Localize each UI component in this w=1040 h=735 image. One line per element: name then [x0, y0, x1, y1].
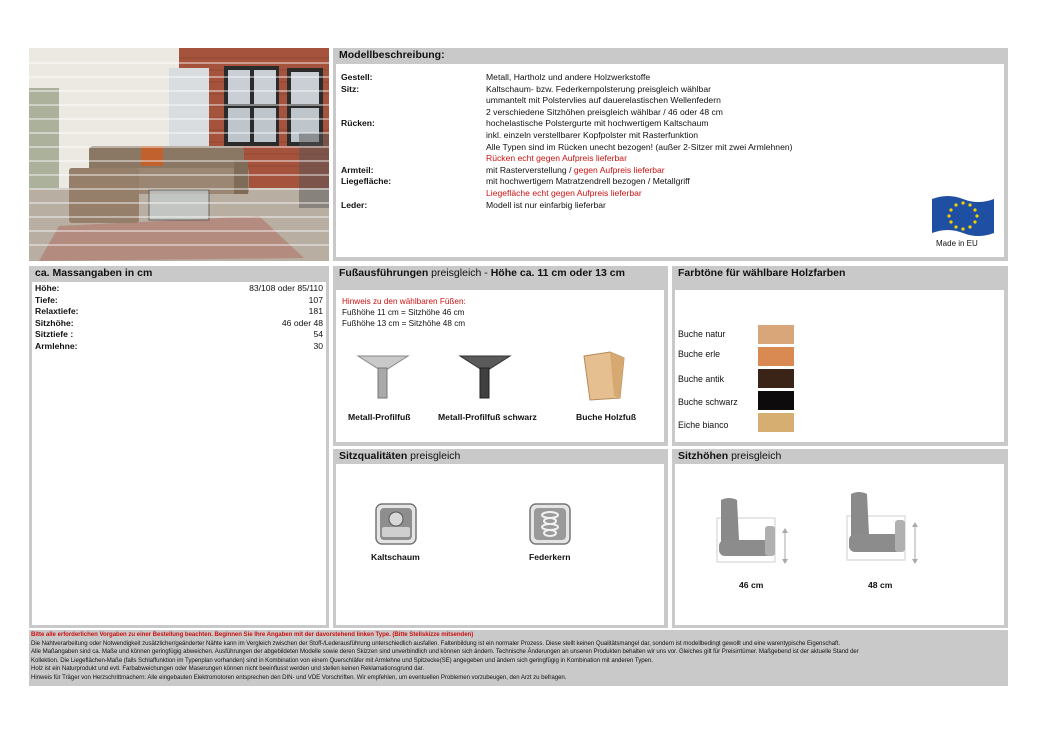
measure-row — [35, 295, 323, 307]
beech-wood-foot-icon — [580, 350, 628, 402]
made-in-eu-badge — [928, 193, 998, 253]
wood-swatch-buche-antik[interactable] — [758, 369, 794, 388]
wood-label-buche-erle: Buche erle — [678, 349, 721, 359]
value-ruecken-2: inkl. einzeln verstellbarer Kopfpolster mit Rasterfunktion — [486, 130, 699, 140]
label-sitz: Sitz: — [341, 83, 360, 94]
seat-height-header: Sitzhöhen preisgleich — [678, 450, 782, 462]
value-ruecken-4: Rücken echt gegen Aufpreis lieferbar — [486, 153, 627, 164]
seat-quality-header: Sitzqualitäten preisgleich — [339, 450, 461, 462]
footer-line: Kollektion. Die Liegeflächen-Maße (falls Schlaffunktion im Typenplan vorhanden) sind in Kombination von einem Querschläfer mit Armlehne und Spitzecke(SE) angegeben und ändern sich geringfügig in Kombination mit anderen Typen. — [31, 656, 653, 664]
seat-label-kaltschaum: Kaltschaum — [371, 552, 420, 562]
footer-notes — [29, 630, 1008, 686]
measure-label: Armlehne: — [35, 341, 78, 351]
product-photo — [29, 48, 329, 261]
value-sitz-2: ummantelt mit Polstervlies auf dauerelastischen Wellenfedern — [486, 95, 721, 106]
foot-label-metal: Metall-Profilfuß — [348, 412, 411, 422]
label-ruecken: Rücken: — [341, 118, 375, 129]
value-ruecken-3: Alle Typen sind im Rücken unecht bezogen! (außer 2-Sitzer mit zwei Armlehnen) — [486, 141, 793, 152]
value-sitz-1: Kaltschaum- bzw. Federkernpolsterung preisgleich wählbar — [486, 83, 711, 94]
value-leder: Modell ist nur einfarbig lieferbar — [486, 199, 606, 210]
wood-label-buche-schwarz: Buche schwarz — [678, 397, 738, 407]
value-sitz-3: 2 verschiedene Sitzhöhen preisgleich wählbar / 46 oder 48 cm — [486, 106, 723, 117]
seat-quality-panel — [333, 449, 668, 628]
measure-row — [35, 329, 323, 341]
wood-colors-header: Farbtöne für wählbare Holzfarben — [678, 267, 846, 279]
eu-flag-icon — [928, 193, 998, 239]
footer-line: Alle Maßangaben sind ca. Maße und können geringfügig abweichen. Ausführungen der abgebildeten Modelle sowie deren Skizzen sind unverbindlich und können sich ändern. Technische Änderungen an unseren Produkten behalten wir uns vor. Gleiches gilt für Preisirrtümer. Maßgebend ist der aktuelle Stand der — [31, 648, 859, 656]
measure-row — [35, 306, 323, 318]
label-liegeflaeche: Liegefläche: — [341, 176, 392, 187]
measure-row — [35, 318, 323, 330]
measure-value: 30 — [313, 341, 323, 351]
feet-panel — [333, 266, 668, 446]
model-description-body — [336, 64, 1004, 257]
measure-value: 54 — [313, 329, 323, 340]
value-ruecken-1: hochelastische Polstergurte mit hochwertigem Kaltschaum — [486, 118, 709, 129]
measurements-header: ca. Massangaben in cm — [35, 267, 153, 279]
wood-swatch-buche-natur[interactable] — [758, 325, 794, 344]
seat-quality-body — [336, 464, 664, 625]
seat-label-federkern: Federkern — [529, 552, 571, 562]
measure-row — [35, 283, 323, 295]
height-label-46: 46 cm — [739, 580, 764, 590]
value-armteil: mit Rasterverstellung / gegen Aufpreis lieferbar — [486, 164, 665, 175]
measurements-body — [32, 282, 326, 625]
wood-label-buche-natur: Buche natur — [678, 329, 726, 339]
feet-note-line2: Fußhöhe 13 cm = Sitzhöhe 48 cm — [342, 319, 466, 328]
measure-label: Höhe: — [35, 283, 60, 293]
measurements-panel — [29, 266, 329, 628]
footer-line: Hinweis für Träger von Herzschrittmachern: Alle eingebauten Elektromotoren entsprechen den DIN- und VDE Vorschriften. Wir empfehlen, um eventuellen Problemen vorzubeugen, den Arzt zu befragen. — [31, 674, 567, 681]
feet-note-line1: Fußhöhe 11 cm = Sitzhöhe 46 cm — [342, 308, 465, 317]
seat-height-panel — [672, 449, 1008, 628]
feet-header: Fußausführungen preisgleich - Höhe ca. 11 cm oder 13 cm — [339, 267, 625, 279]
wood-colors-body — [675, 290, 1004, 442]
foot-label-black: Metall-Profilfuß schwarz — [438, 412, 537, 422]
wood-label-buche-antik: Buche antik — [678, 374, 724, 384]
measure-value: 46 oder 48 — [281, 317, 323, 328]
wood-swatch-eiche-bianco[interactable] — [758, 413, 794, 432]
measure-row — [35, 341, 323, 353]
label-gestell: Gestell: — [341, 72, 373, 82]
measure-label: Sitztiefe : — [35, 329, 74, 340]
label-leder: Leder: — [341, 199, 368, 210]
seat-height-body — [675, 464, 1004, 625]
measure-value: 83/108 oder 85/110 — [249, 283, 323, 293]
wood-swatch-buche-schwarz[interactable] — [758, 391, 794, 410]
feet-note-title: Hinweis zu den wählbaren Füßen: — [342, 297, 466, 306]
wood-label-eiche-bianco: Eiche bianco — [678, 420, 729, 430]
seat-height-48-icon — [845, 490, 925, 576]
height-label-48: 48 cm — [868, 580, 893, 590]
photo-line-overlay — [29, 48, 329, 261]
made-in-eu-label: Made in EU — [936, 239, 978, 248]
black-metal-foot-icon — [458, 352, 512, 402]
footer-line: Holz ist ein Naturprodukt und evtl. Farbabweichungen oder Maserungen können nicht beeinflusst werden und stellen keinen Reklamationsgrund dar. — [31, 665, 424, 673]
wood-swatch-buche-erle[interactable] — [758, 347, 794, 366]
label-armteil: Armteil: — [341, 164, 374, 175]
cold-foam-icon — [375, 503, 417, 545]
metal-foot-icon — [356, 352, 410, 402]
measure-label: Tiefe: — [35, 294, 58, 305]
model-description-panel — [333, 48, 1008, 261]
model-description-header: Modellbeschreibung: — [339, 49, 445, 61]
footer-line: Die Nahtverarbeitung oder Notwendigkeit zusätzlicher/geänderter Nähte kann im Vergleich zwischen der Stoff-/Lederausführung unterschiedlich ausfallen. Faltenbildung ist ein normaler Prozess. Diese stellt keinen Qualitätsmangel dar, sondern ist modellbedingt gewollt und eine warentypische Eigenschaft. — [31, 639, 840, 647]
wood-colors-panel — [672, 266, 1008, 446]
value-liegeflaeche-1: mit hochwertigem Matratzendrell bezogen / Metallgriff — [486, 176, 690, 187]
measure-value: 107 — [308, 294, 323, 305]
feet-body — [336, 290, 664, 442]
value-gestell: Metall, Hartholz und andere Holzwerkstoffe — [486, 72, 651, 82]
footer-order-note: Bitte alle erforderlichen Vorgaben zu einer Bestellung beachten. Beginnen Sie Ihre Angaben mit der davorstehend linken Type. (Bitte Stellskizze mitsenden) — [31, 631, 474, 638]
seat-height-46-icon — [715, 496, 795, 576]
measure-value: 181 — [308, 306, 323, 317]
spring-core-icon — [529, 503, 571, 545]
foot-label-wood: Buche Holzfuß — [576, 412, 637, 422]
measure-label: Sitzhöhe: — [35, 317, 74, 328]
measure-label: Relaxtiefe: — [35, 306, 79, 317]
value-liegeflaeche-2: Liegefläche echt gegen Aufpreis lieferbar — [486, 188, 642, 198]
